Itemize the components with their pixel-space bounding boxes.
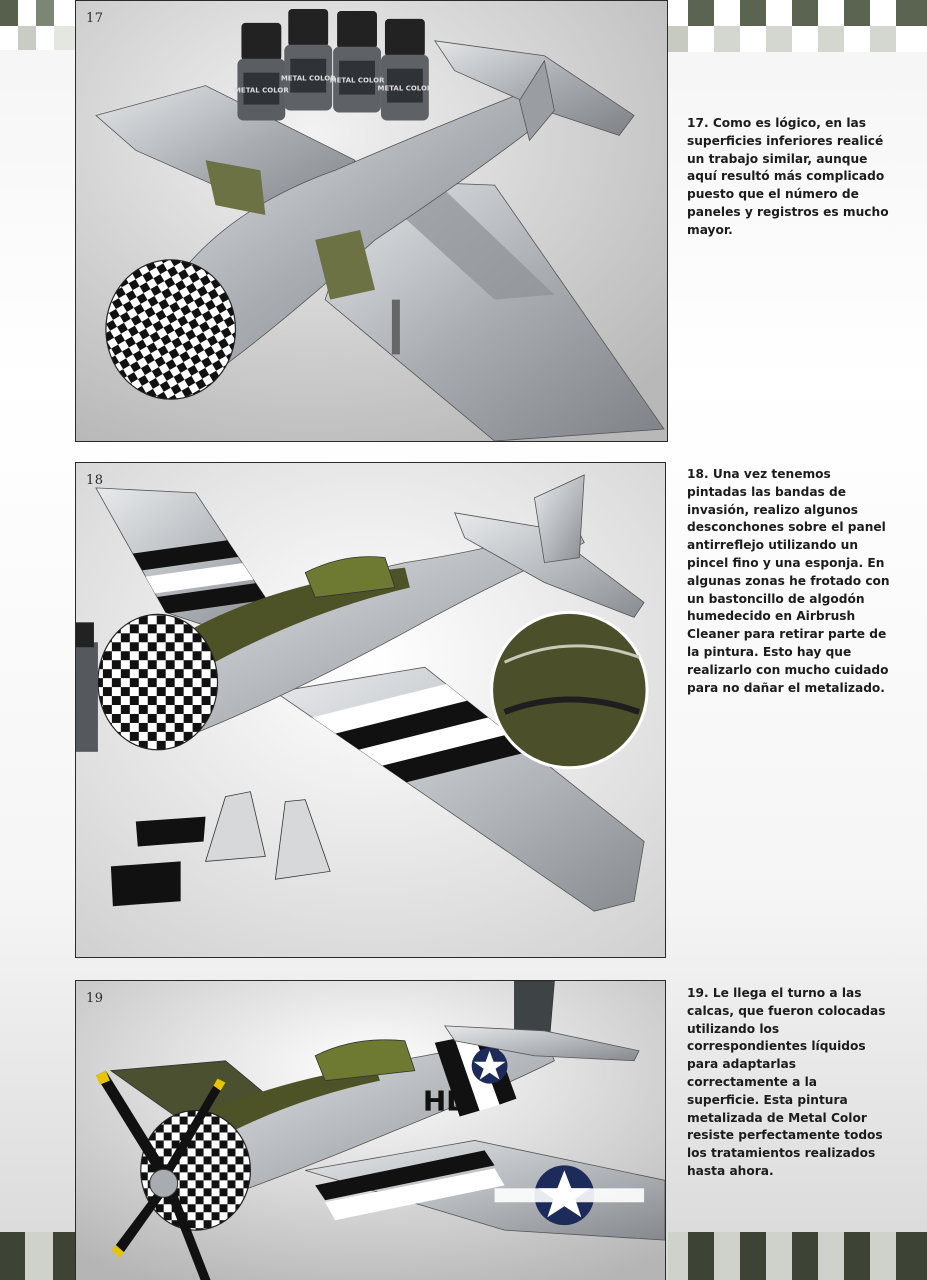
bottle-label: METAL COLOR	[377, 84, 433, 93]
photo-19-decals	[75, 980, 666, 1280]
figure-caption-18: 18. Una vez tenemos pintadas las bandas de invasión, realizo algunos desconchones sobre el panel antirreflejo utilizando un pincel fino y una esponja. En algunas zonas he frotado con un bastoncillo de algodón humedecido en Airbrush Cleaner para retirar parte de la pintura. Esto hay que realizarlo con mucho cuidado para no dañar el metalizado.	[687, 467, 890, 695]
aircraft-underside-illustration	[76, 1, 667, 441]
figure-number: 19	[86, 991, 104, 1006]
checker-decoration-bottom-left	[0, 1232, 76, 1280]
checker-decoration-bottom-right	[668, 1232, 927, 1280]
checker-decoration-top-right	[668, 0, 927, 52]
bottle-label: METAL COLOR	[329, 76, 385, 85]
figure-number: 17	[86, 11, 104, 26]
fuselage-code: HL	[422, 1084, 464, 1118]
figure-number: 18	[86, 473, 104, 488]
photo-18-invasion-stripes	[75, 462, 666, 958]
bottle-label: METAL COLOR	[234, 86, 289, 95]
aircraft-decals-illustration	[76, 981, 665, 1280]
figure-caption-17: 17. Como es lógico, en las superficies inferiores realicé un trabajo similar, aunque aquí resultó más complicado puesto que el número de paneles y registros es mucho mayor.	[687, 116, 889, 237]
aircraft-invasion-stripes-illustration	[76, 463, 665, 957]
bottle-label: METAL COLOR	[280, 74, 336, 83]
photo-17-underside-model	[75, 0, 668, 442]
figure-caption-19: 19. Le llega el turno a las calcas, que fueron colocadas utilizando los correspondientes líquidos para adaptarlas correctamente a la superficie. Esta pintura metalizada de Metal Color resiste perfectamente todos los tratamientos realizados hasta ahora.	[687, 986, 886, 1178]
checker-decoration-top-left	[0, 0, 76, 50]
